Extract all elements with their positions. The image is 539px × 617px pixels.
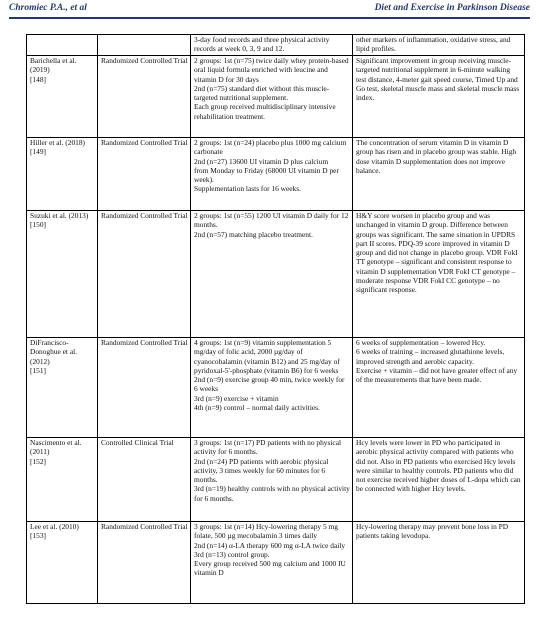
cell-study: Hiller et al. (2018) [149] [27,138,98,211]
header-authors: Chromiec P.A., et al [9,3,87,13]
cell-outcome: The concentration of serum vitamin D in vitamin D group has risen and in placebo group was stable. High dose vitamin D supplementation does not improve balance. [353,138,525,211]
cell-study: Suzuki et al. (2013) [150] [27,211,98,338]
cell-design: Randomized Controlled Trial [98,522,191,604]
table-row [27,138,525,211]
studies-table [26,34,525,604]
table-row [27,438,525,522]
header-rule [9,17,530,19]
cell-design: Randomized Controlled Trial [98,138,191,211]
cell-study: Barichella et al. (2019) [148] [27,56,98,138]
cell-study: DiFrancisco-Donoghue et al. (2012) [151] [27,338,98,438]
cell-intervention: 2 groups: 1st (n=55) 1200 UI vitamin D daily for 12 months. 2nd (n=57) matching placebo treatment. [191,211,353,338]
cell-intervention: 3 groups: 1st (n=17) PD patients with no physical activity for 6 months. 2nd (n=24) PD patients with aerobic physical activity, 3 times weekly for 60 minutes for 6 months. 3rd (n=19) healthy controls with no physical activity for 6 months. [191,438,353,522]
cell-outcome: Hcy levels were lower in PD who participated in aerobic physical activity compared with patients who did not. Also in PD patients who exercised Hcy levels were similar to healthy controls. PD patients who did not exercise received higher doses of L-dopa which can be connected with higher Hcy levels. [353,438,525,522]
table-row [27,56,525,138]
cell-study: Nascimento et al. (2011) [152] [27,438,98,522]
cell-intervention: 2 groups: 1st (n=24) placebo plus 1000 mg calcium carbonate 2nd (n=27) 13600 UI vitamin D plus calcium from Monday to Friday (68000 UI vitamin D per week). Supplementation lasts for 16 weeks. [191,138,353,211]
table-row [27,522,525,604]
cell-outcome: 6 weeks of supplementation – lowered Hcy. 6 weeks of training – increased glutathione levels, improved strength and aerobic capacity. Exercise + vitamin – did not have greater effect of any of the measurements that have been made. [353,338,525,438]
cell-outcome: other markers of inflammation, oxidative stress, and lipid profiles. [353,35,525,56]
cell-design: Randomized Controlled Trial [98,56,191,138]
cell-design: Randomized Controlled Trial [98,211,191,338]
cell-design: Randomized Controlled Trial [98,338,191,438]
cell-outcome: Hcy-lowering therapy may prevent bone loss in PD patients taking levodopa. [353,522,525,604]
cell-study [27,35,98,56]
table-row [27,338,525,438]
cell-intervention: 3-day food records and three physical activity records at week 0, 3, 9 and 12. [191,35,353,56]
cell-intervention: 2 groups: 1st (n=75) twice daily whey protein-based oral liquid formula enriched with leucine and vitamin D for 30 days 2nd (n=75) standard diet without this muscle-targeted nutritional supplement. Each group received multidisciplinary intensive rehabilitation treatment. [191,56,353,138]
cell-intervention: 4 groups: 1st (n=9) vitamin supplementation 5 mg/day of folic acid, 2000 µg/day of cyanocobalamin (vitamin B12) and 25 mg/day of pyridoxal-5'-phosphate (vitamin B6) for 6 weeks 2nd (n=9) exercise group 40 min, twice weekly for 6 weeks 3rd (n=9) exercise + vitamin 4th (n=9) control – normal daily activities. [191,338,353,438]
cell-outcome: H&Y score worsen in placebo group and was unchanged in vitamin D group. Difference between groups was significant. The same situation in UPDRS part II scores. PDQ-39 score improved in vitamin D group and did not change in placebo group. VDR FokI TT genotype – significant and consistent response to vitamin D supplementation VDR FokI CT genotype – moderate response VDR FokI CC genotype – no significant response. [353,211,525,338]
cell-design [98,35,191,56]
table-row [27,35,525,56]
cell-intervention: 3 groups: 1st (n=14) Hcy-lowering therapy 5 mg folate, 500 µg mecobalamin 3 times daily 2nd (n=14) α-LA therapy 600 mg α-LA twice daily 3rd (n=13) control group. Every group received 500 mg calcium and 1000 IU vitamin D [191,522,353,604]
header-title: Diet and Exercise in Parkinson Disease [374,3,530,13]
cell-study: Lee et al. (2010) [153] [27,522,98,604]
cell-outcome: Significant improvement in group receiving muscle-targeted nutritional supplement in 6-minute walking test distance, 4-meter gait speed course, Timed Up and Go test, skeletal muscle mass and skeletal muscle mass index. [353,56,525,138]
running-header [9,0,530,16]
cell-design: Controlled Clinical Trial [98,438,191,522]
table-row [27,211,525,338]
